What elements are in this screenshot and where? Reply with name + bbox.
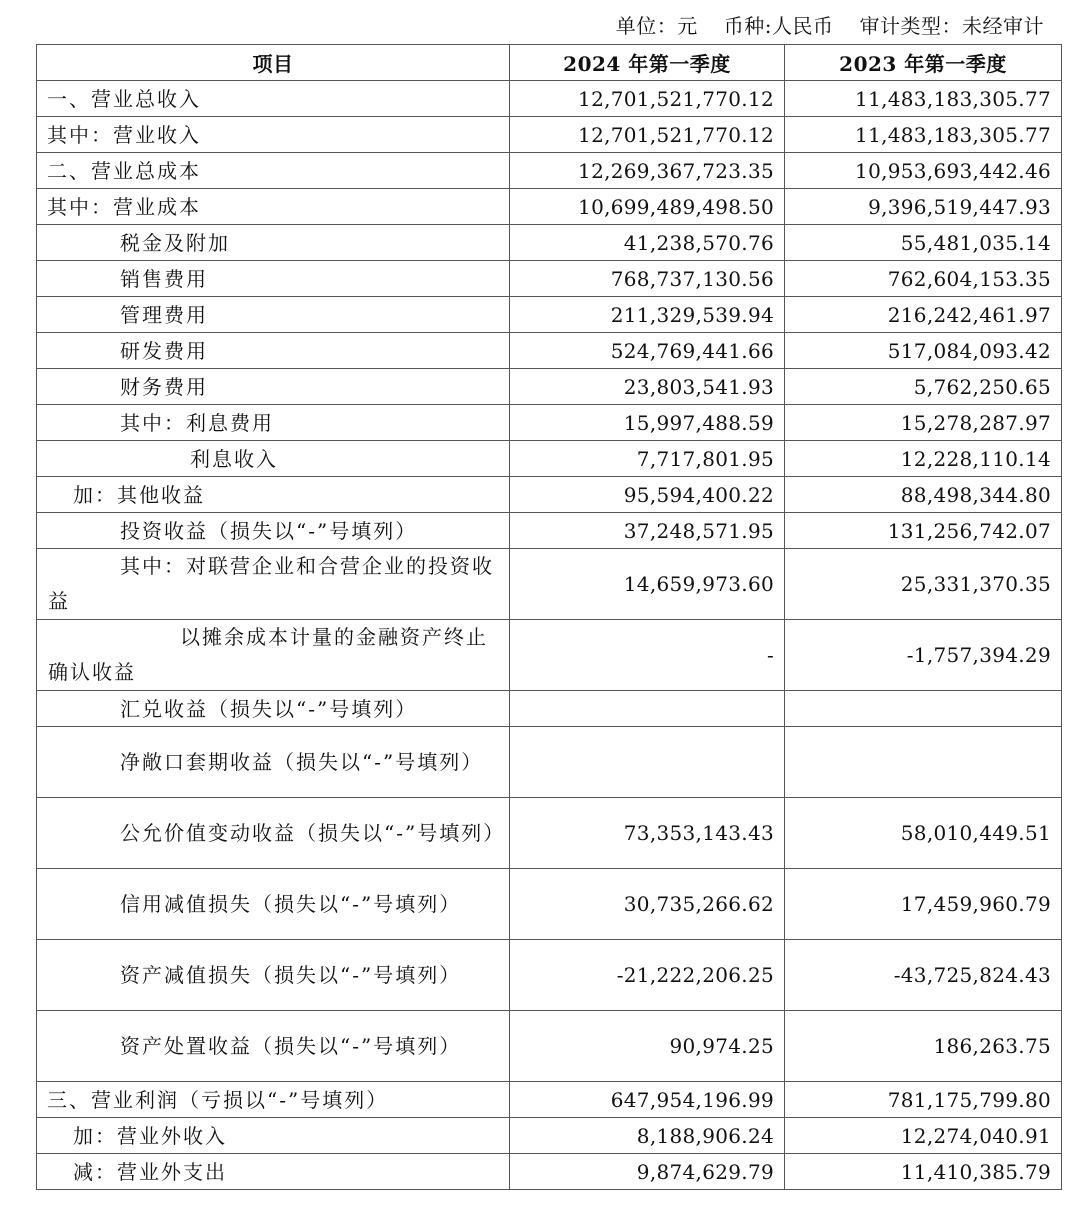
value-2023q1: -1,757,394.29	[785, 620, 1062, 691]
row-label: 其中：利息费用	[37, 405, 510, 441]
value-2024q1: 8,188,906.24	[510, 1118, 785, 1154]
table-row	[37, 189, 1062, 225]
row-label: 净敞口套期收益（损失以“-”号填列）	[37, 727, 510, 798]
value-2024q1: 768,737,130.56	[510, 261, 785, 297]
value-2023q1: 9,396,519,447.93	[785, 189, 1062, 225]
value-2024q1: 9,874,629.79	[510, 1154, 785, 1190]
value-2024q1: 524,769,441.66	[510, 333, 785, 369]
value-2023q1: 17,459,960.79	[785, 869, 1062, 940]
row-label: 资产处置收益（损失以“-”号填列）	[37, 1011, 510, 1082]
income-statement-table	[36, 44, 1062, 1190]
row-label: 减：营业外支出	[37, 1154, 510, 1190]
table-row	[37, 261, 1062, 297]
value-2023q1: 25,331,370.35	[785, 549, 1062, 620]
table-row	[37, 1011, 1062, 1082]
value-2024q1: 30,735,266.62	[510, 869, 785, 940]
row-label: 其中：营业成本	[37, 189, 510, 225]
table-row	[37, 940, 1062, 1011]
value-2023q1: 186,263.75	[785, 1011, 1062, 1082]
table-row	[37, 513, 1062, 549]
table-row	[37, 869, 1062, 940]
row-label: 财务费用	[37, 369, 510, 405]
value-2024q1: 23,803,541.93	[510, 369, 785, 405]
table-row	[37, 225, 1062, 261]
table-row	[37, 549, 1062, 620]
column-header-2024q1: 2024 年第一季度	[510, 45, 785, 81]
value-2024q1	[510, 727, 785, 798]
value-2023q1: 55,481,035.14	[785, 225, 1062, 261]
row-label: 销售费用	[37, 261, 510, 297]
value-2024q1: 12,269,367,723.35	[510, 153, 785, 189]
value-2024q1: 41,238,570.76	[510, 225, 785, 261]
currency-label: 币种:人民币	[723, 14, 834, 38]
table-row	[37, 477, 1062, 513]
value-2024q1: 12,701,521,770.12	[510, 117, 785, 153]
value-2023q1: 11,483,183,305.77	[785, 81, 1062, 117]
value-2023q1: 781,175,799.80	[785, 1082, 1062, 1118]
row-label: 其中：营业收入	[37, 117, 510, 153]
row-label: 汇兑收益（损失以“-”号填列）	[37, 691, 510, 727]
value-2024q1: 95,594,400.22	[510, 477, 785, 513]
value-2024q1: 10,699,489,498.50	[510, 189, 785, 225]
value-2024q1: -	[510, 620, 785, 691]
value-2023q1: 12,228,110.14	[785, 441, 1062, 477]
value-2024q1	[510, 691, 785, 727]
row-label: 一、营业总收入	[37, 81, 510, 117]
row-label: 研发费用	[37, 333, 510, 369]
table-row	[37, 405, 1062, 441]
table-row	[37, 1082, 1062, 1118]
row-label: 三、营业利润（亏损以“-”号填列）	[37, 1082, 510, 1118]
value-2023q1: 10,953,693,442.46	[785, 153, 1062, 189]
row-label: 信用减值损失（损失以“-”号填列）	[37, 869, 510, 940]
value-2024q1: 15,997,488.59	[510, 405, 785, 441]
value-2024q1: 647,954,196.99	[510, 1082, 785, 1118]
column-header-item: 项目	[37, 45, 510, 81]
value-2023q1	[785, 691, 1062, 727]
report-meta	[616, 8, 1044, 44]
row-label: 管理费用	[37, 297, 510, 333]
unit-label: 单位：元	[615, 14, 698, 38]
table-row	[37, 691, 1062, 727]
value-2023q1: 15,278,287.97	[785, 405, 1062, 441]
row-label: 加：其他收益	[37, 477, 510, 513]
value-2023q1: 11,410,385.79	[785, 1154, 1062, 1190]
value-2024q1: 14,659,973.60	[510, 549, 785, 620]
row-label: 以摊余成本计量的金融资产终止确认收益	[37, 620, 510, 691]
row-label: 投资收益（损失以“-”号填列）	[37, 513, 510, 549]
value-2023q1: 11,483,183,305.77	[785, 117, 1062, 153]
value-2023q1: 58,010,449.51	[785, 798, 1062, 869]
value-2024q1: 211,329,539.94	[510, 297, 785, 333]
value-2023q1: 12,274,040.91	[785, 1118, 1062, 1154]
table-row	[37, 297, 1062, 333]
row-label: 加：营业外收入	[37, 1118, 510, 1154]
table-row	[37, 798, 1062, 869]
value-2024q1: 12,701,521,770.12	[510, 81, 785, 117]
row-label: 税金及附加	[37, 225, 510, 261]
table-row	[37, 1118, 1062, 1154]
table-row	[37, 117, 1062, 153]
row-label: 其中：对联营企业和合营企业的投资收益	[37, 549, 510, 620]
value-2023q1: 762,604,153.35	[785, 261, 1062, 297]
table-row	[37, 333, 1062, 369]
value-2023q1: 131,256,742.07	[785, 513, 1062, 549]
value-2023q1: 5,762,250.65	[785, 369, 1062, 405]
table-row	[37, 81, 1062, 117]
value-2024q1: 90,974.25	[510, 1011, 785, 1082]
value-2024q1: 7,717,801.95	[510, 441, 785, 477]
row-label: 公允价值变动收益（损失以“-”号填列）	[37, 798, 510, 869]
column-header-2023q1: 2023 年第一季度	[785, 45, 1062, 81]
value-2023q1: -43,725,824.43	[785, 940, 1062, 1011]
value-2024q1: 73,353,143.43	[510, 798, 785, 869]
value-2023q1: 216,242,461.97	[785, 297, 1062, 333]
value-2023q1	[785, 727, 1062, 798]
row-label: 利息收入	[37, 441, 510, 477]
table-row	[37, 1154, 1062, 1190]
value-2023q1: 88,498,344.80	[785, 477, 1062, 513]
table-row	[37, 369, 1062, 405]
table-row	[37, 153, 1062, 189]
table-row	[37, 727, 1062, 798]
value-2024q1: -21,222,206.25	[510, 940, 785, 1011]
value-2024q1: 37,248,571.95	[510, 513, 785, 549]
row-label: 资产减值损失（损失以“-”号填列）	[37, 940, 510, 1011]
table-row	[37, 441, 1062, 477]
table-row	[37, 620, 1062, 691]
value-2023q1: 517,084,093.42	[785, 333, 1062, 369]
row-label: 二、营业总成本	[37, 153, 510, 189]
table-header-row	[37, 45, 1062, 81]
audit-type-label: 审计类型：未经审计	[859, 14, 1044, 38]
